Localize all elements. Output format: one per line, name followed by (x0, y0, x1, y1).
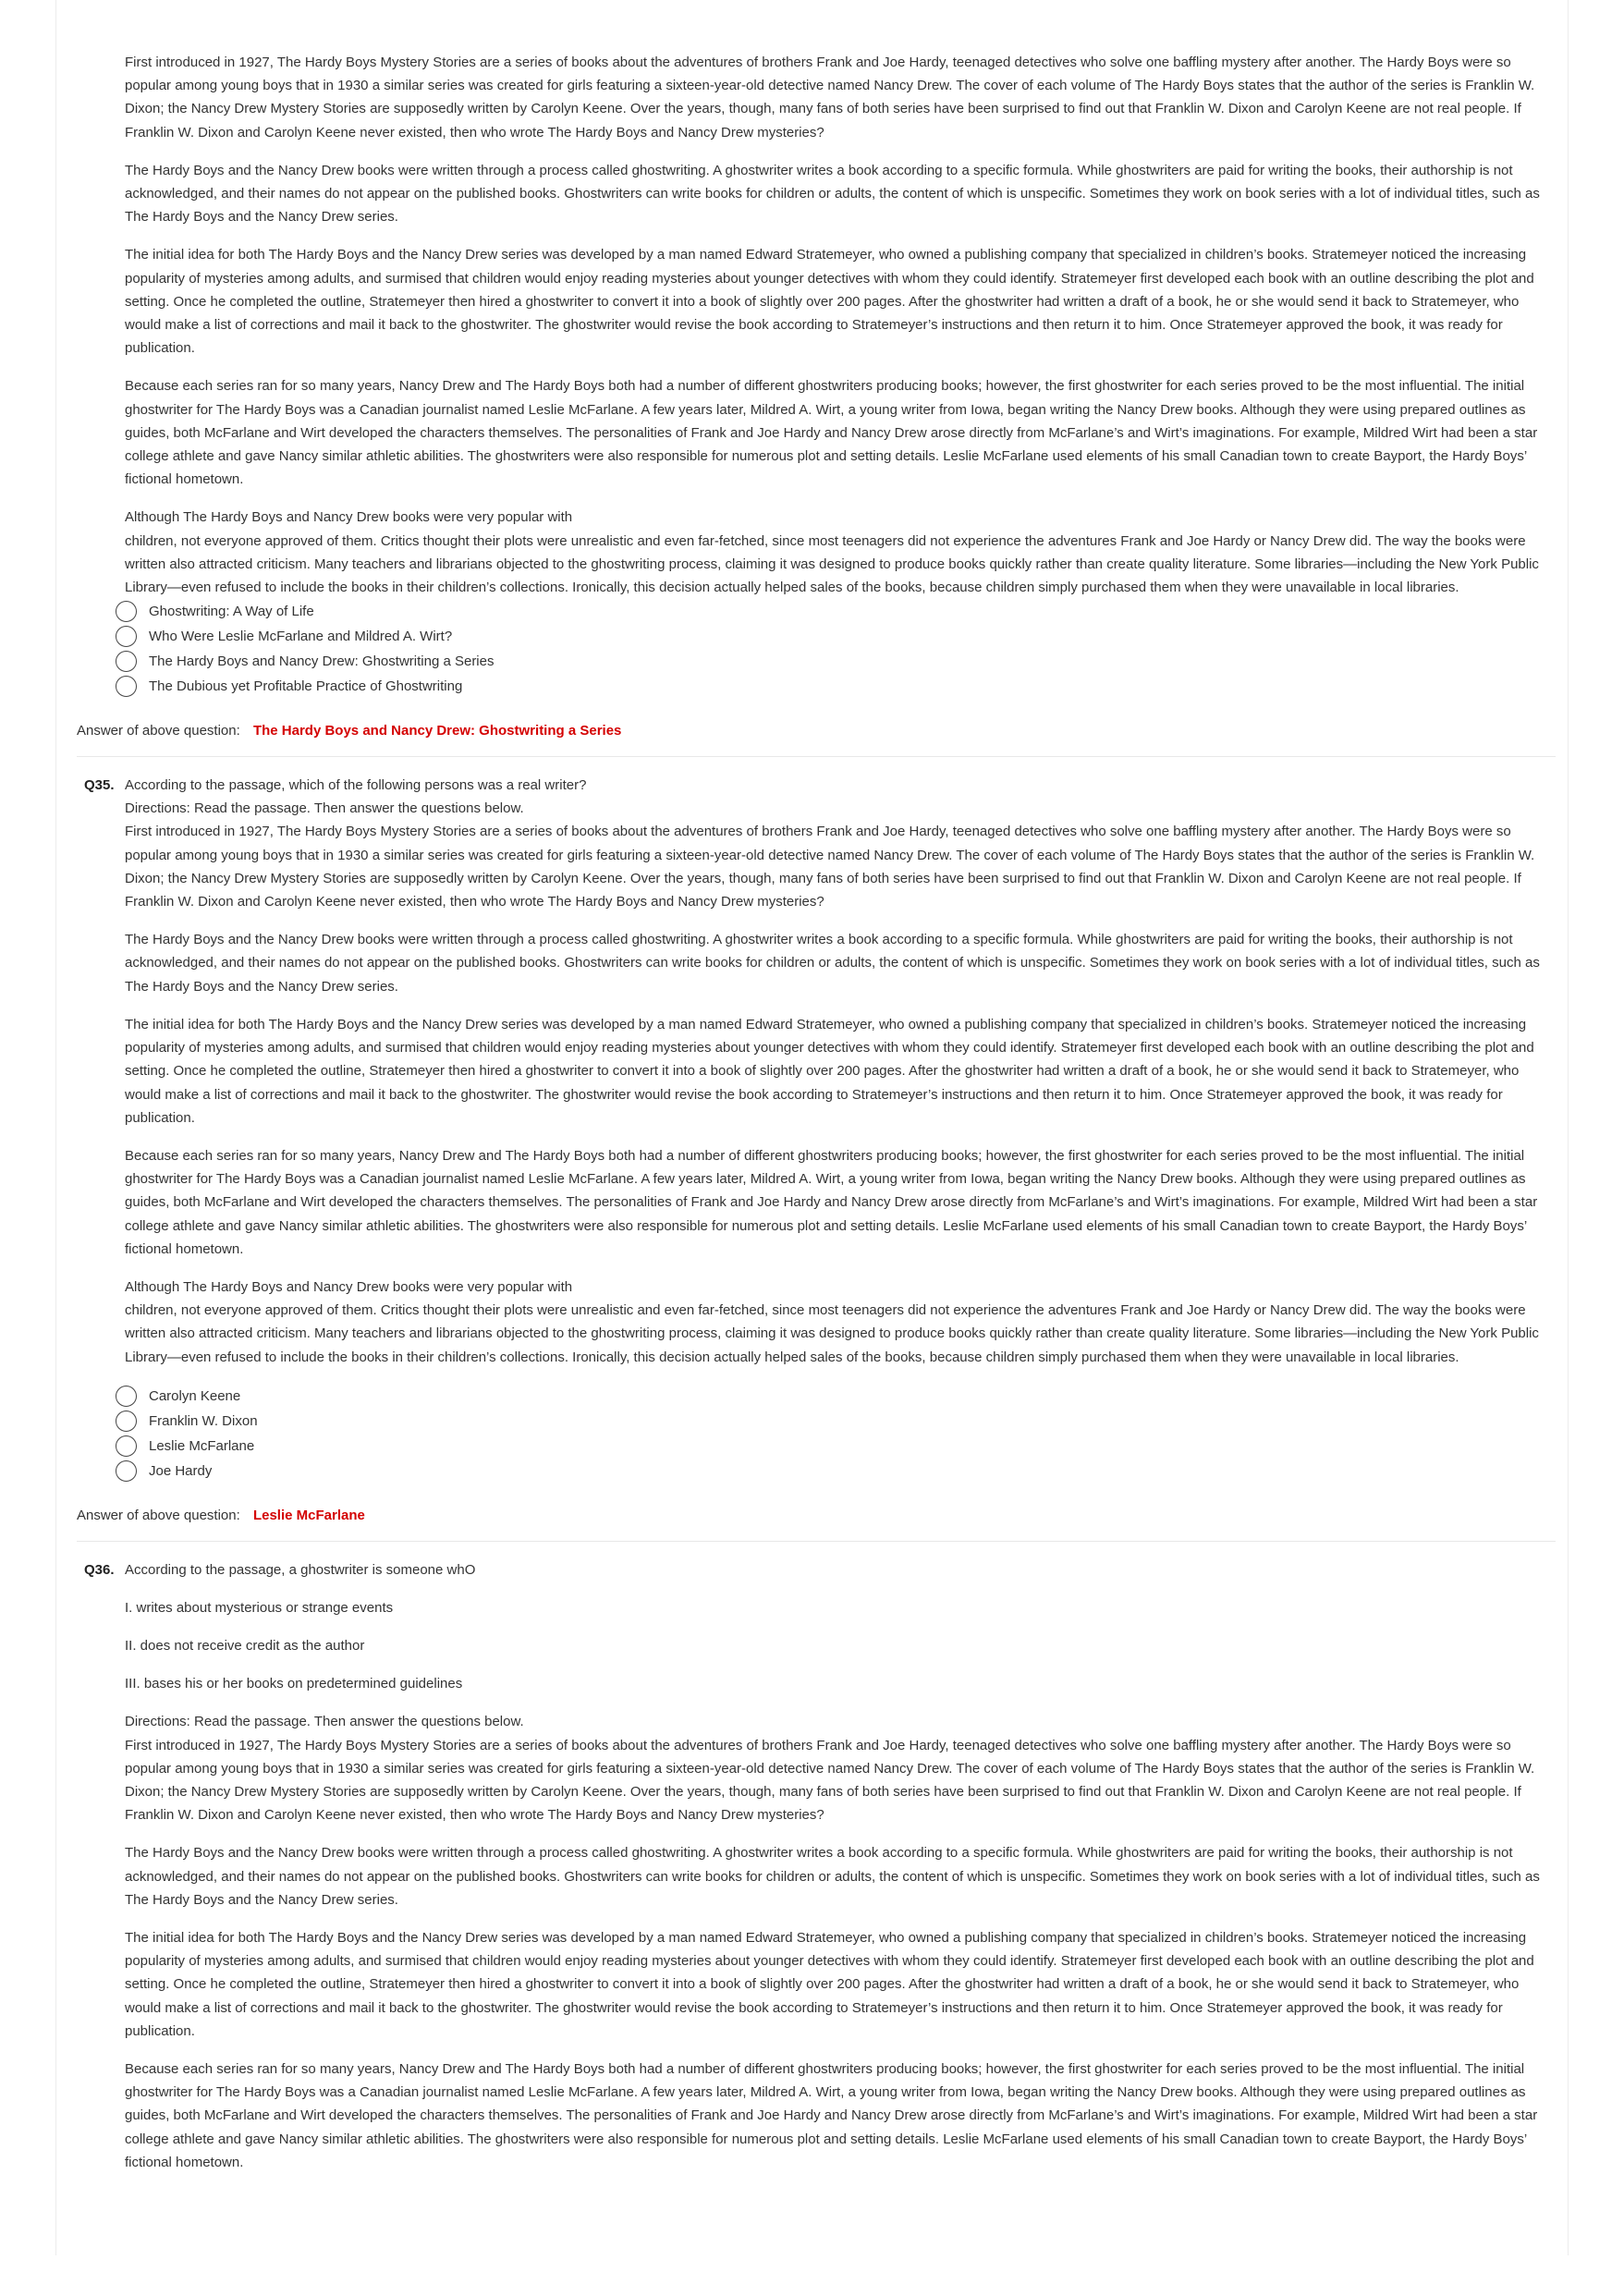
passage-paragraph-2: The Hardy Boys and the Nancy Drew books were written through a process called ghostwriting. A ghostwriter writes a book according to a specific formula. While ghostwriters are paid for writing the books, their authorship is not acknowledged, and their names do not appear on the published books. Ghostwriters can write books for children or adults, the content of which is unspecific. Sometimes they work on book series with a lot of individual titles, such as The Hardy Boys and the Nancy Drew series. (125, 932, 1540, 995)
passage-paragraph-3: The initial idea for both The Hardy Boys and the Nancy Drew series was developed by a man named Edward Stratemeyer, who owned a publishing company that specialized in children’s books. Stratemeyer noticed the increasing popularity of mysteries among adults, and surmised that children would enjoy reading mysteries about younger detectives with whom they could identify. Stratemeyer first developed each book with an outline describing the plot and setting. Once he completed the outline, Stratemeyer then hired a ghostwriter to convert it into a book of slightly over 200 pages. After the ghostwriter had written a draft of a book, he or she would send it back to Stratemeyer, who would make a list of corrections and mail it back to the ghostwriter. The ghostwriter would revise the book according to Stratemeyer’s instructions and then return it to him. Once Stratemeyer approved the book, it was ready for publication. (125, 1929, 1534, 2039)
q34-passage (77, 51, 1556, 599)
q35-option-4[interactable] (116, 1459, 1556, 1484)
statement-3: III. bases his or her books on predetermined guidelines (125, 1676, 463, 1692)
q35-option-2[interactable] (116, 1409, 1556, 1434)
answer-prefix: Answer of above question: (77, 723, 240, 739)
q34-options (77, 599, 1556, 699)
directions: Directions: Read the passage. Then answer the questions below. (125, 1714, 524, 1730)
statement-1: I. writes about mysterious or strange events (125, 1599, 394, 1616)
passage-paragraph-1: First introduced in 1927, The Hardy Boys Mystery Stories are a series of books about the adventures of brothers Frank and Joe Hardy, teenaged detectives who solve one baffling mystery after another. The Hardy Boys were so popular among young boys that in 1930 a similar series was created for girls featuring a sixteen-year-old detective named Nancy Drew. The cover of each volume of The Hardy Boys states that the author of the series is Franklin W. Dixon; the Nancy Drew Mystery Stories are supposedly written by Carolyn Keene. Over the years, though, many fans of both series have been surprised to find out that Franklin W. Dixon and Carolyn Keene are not real people. If Franklin W. Dixon and Carolyn Keene never existed, then who wrote The Hardy Boys and Nancy Drew mysteries? (125, 1737, 1535, 1824)
q36-passage (77, 1582, 1556, 2174)
statement-2: II. does not receive credit as the author (125, 1637, 365, 1654)
q35-passage (77, 797, 1556, 1368)
q34-option-3[interactable] (116, 649, 1556, 674)
passage-paragraph-1: First introduced in 1927, The Hardy Boys Mystery Stories are a series of books about the adventures of brothers Frank and Joe Hardy, teenaged detectives who solve one baffling mystery after another. The Hardy Boys were so popular among young boys that in 1930 a similar series was created for girls featuring a sixteen-year-old detective named Nancy Drew. The cover of each volume of The Hardy Boys states that the author of the series is Franklin W. Dixon; the Nancy Drew Mystery Stories are supposedly written by Carolyn Keene. Over the years, though, many fans of both series have been surprised to find out that Franklin W. Dixon and Carolyn Keene are not real people. If Franklin W. Dixon and Carolyn Keene never existed, then who wrote The Hardy Boys and Nancy Drew mysteries? (125, 824, 1535, 910)
q34-option-1[interactable] (116, 599, 1556, 624)
option-label: The Dubious yet Profitable Practice of Ghostwriting (149, 678, 463, 695)
question-text: According to the passage, a ghostwriter is someone whO (125, 1561, 476, 1578)
answer-value: Leslie McFarlane (252, 1507, 365, 1523)
radio-button[interactable] (116, 1411, 137, 1432)
radio-button[interactable] (116, 651, 137, 672)
option-label: Who Were Leslie McFarlane and Mildred A. Wirt? (149, 629, 453, 645)
option-label: Carolyn Keene (149, 1387, 241, 1404)
answer-prefix: Answer of above question: (77, 1507, 240, 1523)
passage-paragraph-3: The initial idea for both The Hardy Boys and the Nancy Drew series was developed by a man named Edward Stratemeyer, who owned a publishing company that specialized in children’s books. Stratemeyer noticed the increasing popularity of mysteries among adults, and surmised that children would enjoy reading mysteries about younger detectives with whom they could identify. Stratemeyer first developed each book with an outline describing the plot and setting. Once he completed the outline, Stratemeyer then hired a ghostwriter to convert it into a book of slightly over 200 pages. After the ghostwriter had written a draft of a book, he or she would send it back to Stratemeyer, who would make a list of corrections and mail it back to the ghostwriter. The ghostwriter would revise the book according to Stratemeyer’s instructions and then return it to him. Once Stratemeyer approved the book, it was ready for publication. (125, 1016, 1534, 1126)
passage-paragraph-2: The Hardy Boys and the Nancy Drew books were written through a process called ghostwriting. A ghostwriter writes a book according to a specific formula. While ghostwriters are paid for writing the books, their authorship is not acknowledged, and their names do not appear on the published books. Ghostwriters can write books for children or adults, the content of which is unspecific. Sometimes they work on book series with a lot of individual titles, such as The Hardy Boys and the Nancy Drew series. (125, 1845, 1540, 1908)
radio-button[interactable] (116, 601, 137, 622)
q36-header (77, 1558, 1556, 1582)
question-number: Q35. (84, 777, 115, 794)
radio-button[interactable] (116, 1435, 137, 1457)
radio-button[interactable] (116, 1386, 137, 1407)
passage-paragraph-4: Because each series ran for so many years, Nancy Drew and The Hardy Boys both had a number of different ghostwriters producing books; however, the first ghostwriter for each series proved to be the most influential. The initial ghostwriter for The Hardy Boys was a Canadian journalist named Leslie McFarlane. A few years later, Mildred A. Wirt, a young writer from Iowa, began writing the Nancy Drew books. Although they were using prepared outlines as guides, both McFarlane and Wirt developed the characters themselves. The personalities of Frank and Joe Hardy and Nancy Drew arose directly from McFarlane’s and Wirt’s imaginations. For example, Mildred Wirt had been a star college athlete and gave Nancy similar athletic abilities. The ghostwriters were also responsible for numerous plot and setting details. Leslie McFarlane used elements of his small Canadian town to create Bayport, the Hardy Boys’ fictional hometown. (125, 2060, 1538, 2170)
q35-option-3[interactable] (116, 1434, 1556, 1459)
option-label: The Hardy Boys and Nancy Drew: Ghostwriting a Series (149, 653, 495, 670)
passage-paragraph-5-intro: Although The Hardy Boys and Nancy Drew books were very popular with (125, 509, 573, 526)
passage-paragraph-5-intro: Although The Hardy Boys and Nancy Drew books were very popular with (125, 1278, 573, 1295)
answer-value: The Hardy Boys and Nancy Drew: Ghostwriting a Series (252, 723, 622, 739)
passage-paragraph-5: children, not everyone approved of them. Critics thought their plots were unrealistic and even far-fetched, since most teenagers did not experience the adventures Frank and Joe Hardy or Nancy Drew did. The way the books were written also attracted criticism. Many teachers and librarians objected to the ghostwriting process, claiming it was designed to produce books quickly rather than create quality literature. Some libraries—including the New York Public Library—even refused to include the books in their children’s collections. Ironically, this decision actually helped sales of the books, because children simply purchased them when they were unavailable in local libraries. (125, 532, 1539, 596)
q35-answer (77, 1504, 1556, 1527)
q35-options (77, 1384, 1556, 1484)
q35-option-1[interactable] (116, 1384, 1556, 1409)
option-label: Leslie McFarlane (149, 1437, 255, 1454)
passage-paragraph-1: First introduced in 1927, The Hardy Boys Mystery Stories are a series of books about the adventures of brothers Frank and Joe Hardy, teenaged detectives who solve one baffling mystery after another. The Hardy Boys were so popular among young boys that in 1930 a similar series was created for girls featuring a sixteen-year-old detective named Nancy Drew. The cover of each volume of The Hardy Boys states that the author of the series is Franklin W. Dixon; the Nancy Drew Mystery Stories are supposedly written by Carolyn Keene. Over the years, though, many fans of both series have been surprised to find out that Franklin W. Dixon and Carolyn Keene are not real people. If Franklin W. Dixon and Carolyn Keene never existed, then who wrote The Hardy Boys and Nancy Drew mysteries? (125, 55, 1535, 140)
divider (77, 756, 1556, 757)
content (77, 51, 1556, 2189)
spacer (125, 1582, 1554, 1596)
question-number: Q36. (84, 1561, 115, 1578)
q35-header (77, 774, 1556, 797)
page-sheet (55, 0, 1569, 2255)
q34-option-2[interactable] (116, 624, 1556, 649)
question-36-block (77, 1558, 1556, 2174)
passage-paragraph-4: Because each series ran for so many years, Nancy Drew and The Hardy Boys both had a number of different ghostwriters producing books; however, the first ghostwriter for each series proved to be the most influential. The initial ghostwriter for The Hardy Boys was a Canadian journalist named Leslie McFarlane. A few years later, Mildred A. Wirt, a young writer from Iowa, began writing the Nancy Drew books. Although they were using prepared outlines as guides, both McFarlane and Wirt developed the characters themselves. The personalities of Frank and Joe Hardy and Nancy Drew arose directly from McFarlane’s and Wirt’s imaginations. For example, Mildred Wirt had been a star college athlete and gave Nancy similar athletic abilities. The ghostwriters were also responsible for numerous plot and setting details. Leslie McFarlane used elements of his small Canadian town to create Bayport, the Hardy Boys’ fictional hometown. (125, 1147, 1538, 1257)
divider (77, 1541, 1556, 1542)
option-label: Franklin W. Dixon (149, 1412, 258, 1429)
passage-paragraph-5: children, not everyone approved of them. Critics thought their plots were unrealistic and even far-fetched, since most teenagers did not experience the adventures Frank and Joe Hardy or Nancy Drew did. The way the books were written also attracted criticism. Many teachers and librarians objected to the ghostwriting process, claiming it was designed to produce books quickly rather than create quality literature. Some libraries—including the New York Public Library—even refused to include the books in their children’s collections. Ironically, this decision actually helped sales of the books, because children simply purchased them when they were unavailable in local libraries. (125, 1302, 1539, 1365)
q34-answer (77, 719, 1556, 742)
question-34-block (77, 51, 1556, 742)
option-label: Joe Hardy (149, 1462, 213, 1479)
passage-paragraph-3: The initial idea for both The Hardy Boys and the Nancy Drew series was developed by a man named Edward Stratemeyer, who owned a publishing company that specialized in children’s books. Stratemeyer noticed the increasing popularity of mysteries among adults, and surmised that children would enjoy reading mysteries about younger detectives with whom they could identify. Stratemeyer first developed each book with an outline describing the plot and setting. Once he completed the outline, Stratemeyer then hired a ghostwriter to convert it into a book of slightly over 200 pages. After the ghostwriter had written a draft of a book, he or she would send it back to Stratemeyer, who would make a list of corrections and mail it back to the ghostwriter. The ghostwriter would revise the book according to Stratemeyer’s instructions and then return it to him. Once Stratemeyer approved the book, it was ready for publication. (125, 247, 1534, 357)
radio-button[interactable] (116, 676, 137, 697)
radio-button[interactable] (116, 626, 137, 647)
radio-button[interactable] (116, 1460, 137, 1482)
question-text: According to the passage, which of the following persons was a real writer? (125, 777, 587, 794)
q34-option-4[interactable] (116, 674, 1556, 699)
option-label: Ghostwriting: A Way of Life (149, 604, 314, 620)
directions: Directions: Read the passage. Then answer the questions below. (125, 800, 524, 817)
question-35-block (77, 774, 1556, 1526)
passage-paragraph-4: Because each series ran for so many years, Nancy Drew and The Hardy Boys both had a number of different ghostwriters producing books; however, the first ghostwriter for each series proved to be the most influential. The initial ghostwriter for The Hardy Boys was a Canadian journalist named Leslie McFarlane. A few years later, Mildred A. Wirt, a young writer from Iowa, began writing the Nancy Drew books. Although they were using prepared outlines as guides, both McFarlane and Wirt developed the characters themselves. The personalities of Frank and Joe Hardy and Nancy Drew arose directly from McFarlane’s and Wirt’s imaginations. For example, Mildred Wirt had been a star college athlete and gave Nancy similar athletic abilities. The ghostwriters were also responsible for numerous plot and setting details. Leslie McFarlane used elements of his small Canadian town to create Bayport, the Hardy Boys’ fictional hometown. (125, 378, 1538, 488)
passage-paragraph-2: The Hardy Boys and the Nancy Drew books were written through a process called ghostwriting. A ghostwriter writes a book according to a specific formula. While ghostwriters are paid for writing the books, their authorship is not acknowledged, and their names do not appear on the published books. Ghostwriters can write books for children or adults, the content of which is unspecific. Sometimes they work on book series with a lot of individual titles, such as The Hardy Boys and the Nancy Drew series. (125, 162, 1540, 226)
